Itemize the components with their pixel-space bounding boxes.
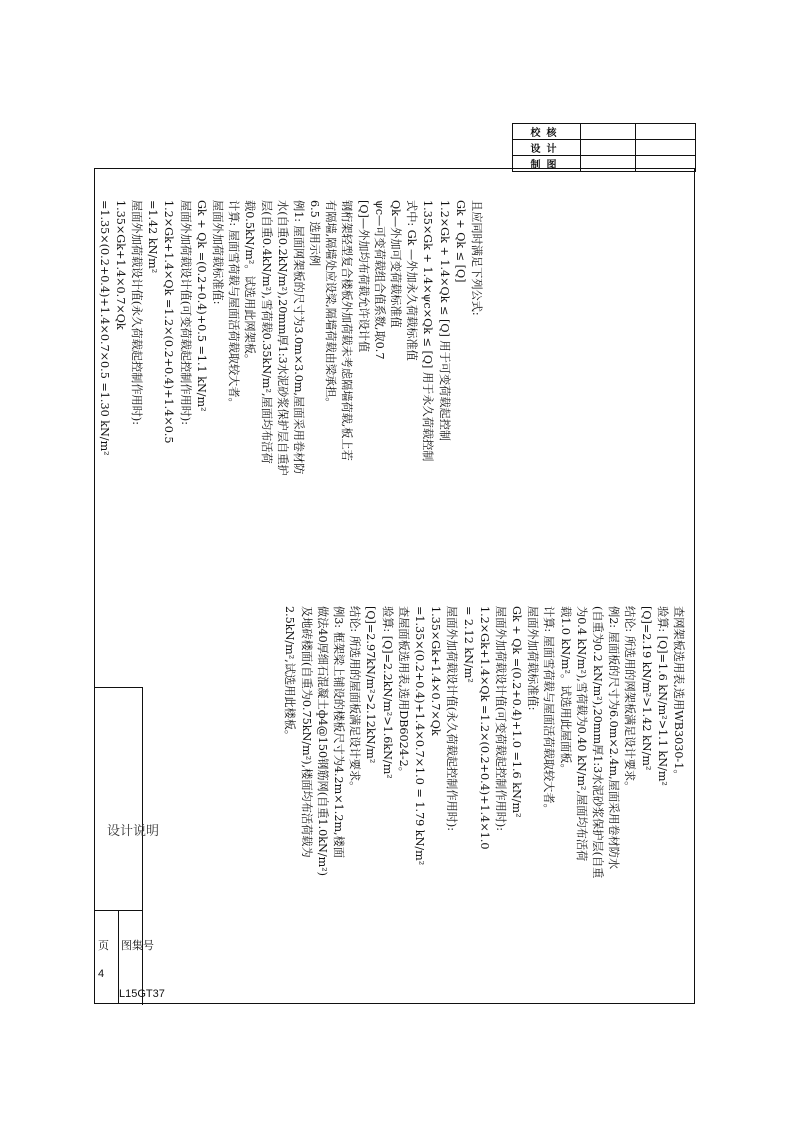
body-line: 式中: Gk —外加永久荷载标准值: [405, 200, 419, 361]
design-cell: [581, 140, 636, 156]
atlas-number: L15GT37: [119, 988, 165, 1000]
body-line: 屋面外加荷载设计值(可变荷载起控制作用时):: [493, 606, 507, 832]
body-line: 屋面外加荷载设计值(永久荷载起控制作用时):: [445, 606, 459, 832]
design-sign-cell: [636, 140, 696, 156]
body-line: 有隔墙,隔墙处应设梁,隔墙荷载由梁承担。: [324, 200, 338, 409]
body-line: 1.2×Gk+1.4×Qk =1.2×(0.2+0.4)+1.4×1.0: [477, 606, 491, 850]
body-line: Gk + Qk =(0.2+0.4)+1.0 =1.6 kN/m²: [510, 606, 524, 818]
body-line: 层(自重0.4kN/m²),雪荷载0.35kN/m²,屋面均布活荷: [259, 200, 273, 464]
body-line: 计算: 屋面雪荷载与屋面活荷载取较大者。: [542, 606, 556, 815]
body-line: Qk—外加可变荷载标准值: [389, 200, 403, 328]
body-line: Gk + Qk =(0.2+0.4)+0.5 =1.1 kN/m²: [194, 200, 208, 412]
title-block-row-design: [513, 140, 696, 156]
design-label: 设计: [513, 140, 581, 156]
body-line: 水(自重0.2kN/m²),20mm厚1:3水泥砂浆保护层自重护: [275, 200, 289, 476]
body-line: [Q]=2.19 kN/m²>1.42 kN/m²: [639, 606, 653, 771]
body-line: (自重为0.2 kN/m²),20mm厚1:3水泥砂浆保护层(自重: [591, 606, 605, 879]
body-line: 例3: 框架梁上铺设的楼板尺寸为4.2m×1.2m,楼面: [332, 606, 346, 858]
body-line: [Q]=2.97kN/m²>2.12kN/m²: [364, 606, 378, 764]
draw-label: 制图: [513, 156, 581, 172]
body-line: 1.35×Gk+1.4×0.7×Qk: [113, 200, 127, 330]
body-line: = 2.12 kN/m²: [461, 606, 475, 683]
body-line: 2.5kN/m²,试选用此楼板。: [283, 606, 297, 742]
body-line: 结论: 所选用的网架板满足设计要求。: [623, 606, 637, 793]
body-line: 屋面外加荷载设计值(可变荷载起控制作用时):: [178, 200, 192, 426]
title-block: [512, 123, 696, 172]
body-line: 计算: 屋面雪荷载与屋面活荷载取较大者。: [227, 200, 241, 409]
check-label: 校核: [513, 124, 581, 140]
body-line: 载0.5kN/m²。试选用此网架板。: [243, 200, 257, 366]
sheet-title: 设计说明: [107, 824, 160, 839]
body-line: 验算: [Q]=2.2kN/m²>1.6kN/m²: [380, 606, 394, 779]
body-line: 屋面外加荷载标准值:: [526, 606, 540, 711]
body-line: Gk + Qk ≤ [Q]: [453, 200, 467, 283]
body-line: 1.2×Gk + 1.4×Qk ≤ [Q] 用于可变荷载起控制: [437, 200, 451, 442]
body-line: ψc—可变荷载组合值系数,取0.7: [372, 200, 386, 360]
body-line: 1.35×Gk + 1.4×ψc×Qk ≤ [Q] 用于永久荷载控制: [421, 200, 435, 462]
body-line: 1.2×Gk+1.4×Qk =1.2×(0.2+0.4)+1.4×0.5: [162, 200, 176, 444]
body-line: 为0.4 kN/m²),雪荷载为0.40 kN/m²,屋面均布活荷: [574, 606, 588, 862]
body-line: =1.42 kN/m²: [146, 200, 160, 274]
body-line: =1.35×(0.2+0.4)+1.4×0.7×0.5 =1.30 kN/m²: [97, 200, 111, 456]
body-column-2: [146, 606, 686, 936]
body-line: 查网架板选用表,选用WB3030-1。: [672, 606, 685, 781]
page-label: 页: [98, 940, 109, 952]
body-line: 且应同时满足下列公式:: [470, 200, 483, 316]
body-line: 结论: 所选用的屋面板满足设计要求。: [348, 606, 362, 793]
body-line: 屋面外加荷载标准值:: [211, 200, 224, 305]
body-line: 载1.0 kN/m²。试选用此屋面板。: [558, 606, 572, 775]
body-line: 及地砖楼面(自重为0.75kN/m²),楼面均布活荷载为: [299, 606, 313, 858]
body-line: [Q]—外加均布荷载允许设计值: [356, 200, 370, 353]
body-line: 1.35×Gk+1.4×0.7×Qk: [429, 606, 443, 736]
body-line: 查屋面板选用表,选用DB6024-2。: [396, 606, 410, 778]
body-line: 例1: 屋面网架板的尺寸为3.0m×3.0m,屋面采用卷材防: [291, 200, 305, 475]
body-line: 验算: [Q]=1.6 kN/m²>1.1 kN/m²: [655, 606, 669, 786]
check-sign-cell: [636, 124, 696, 140]
body-line: 屋面外加荷载设计值(永久荷载起控制作用时):: [130, 200, 144, 426]
title-block-row-check: [513, 124, 696, 140]
section-heading: 6.5 选用示例: [308, 200, 322, 267]
check-cell: [581, 124, 636, 140]
body-line: 例2: 屋面板的尺寸为6.0m×2.4m,屋面采用卷材防水: [607, 606, 621, 870]
body-line: =1.35×(0.2+0.4)+1.4×0.7×1.0 = 1.79 kN/m²: [413, 606, 426, 866]
body-line: 做法40厚细石混凝土ф4@150钢筋网(自重1.0kN/m²): [315, 606, 329, 877]
atlas-label: 图集号: [121, 940, 154, 952]
body-line: 钢桁架轻型复合楼板外加荷载未考虑隔墙荷载,板上若: [340, 200, 354, 461]
page-number: 4: [98, 968, 105, 980]
